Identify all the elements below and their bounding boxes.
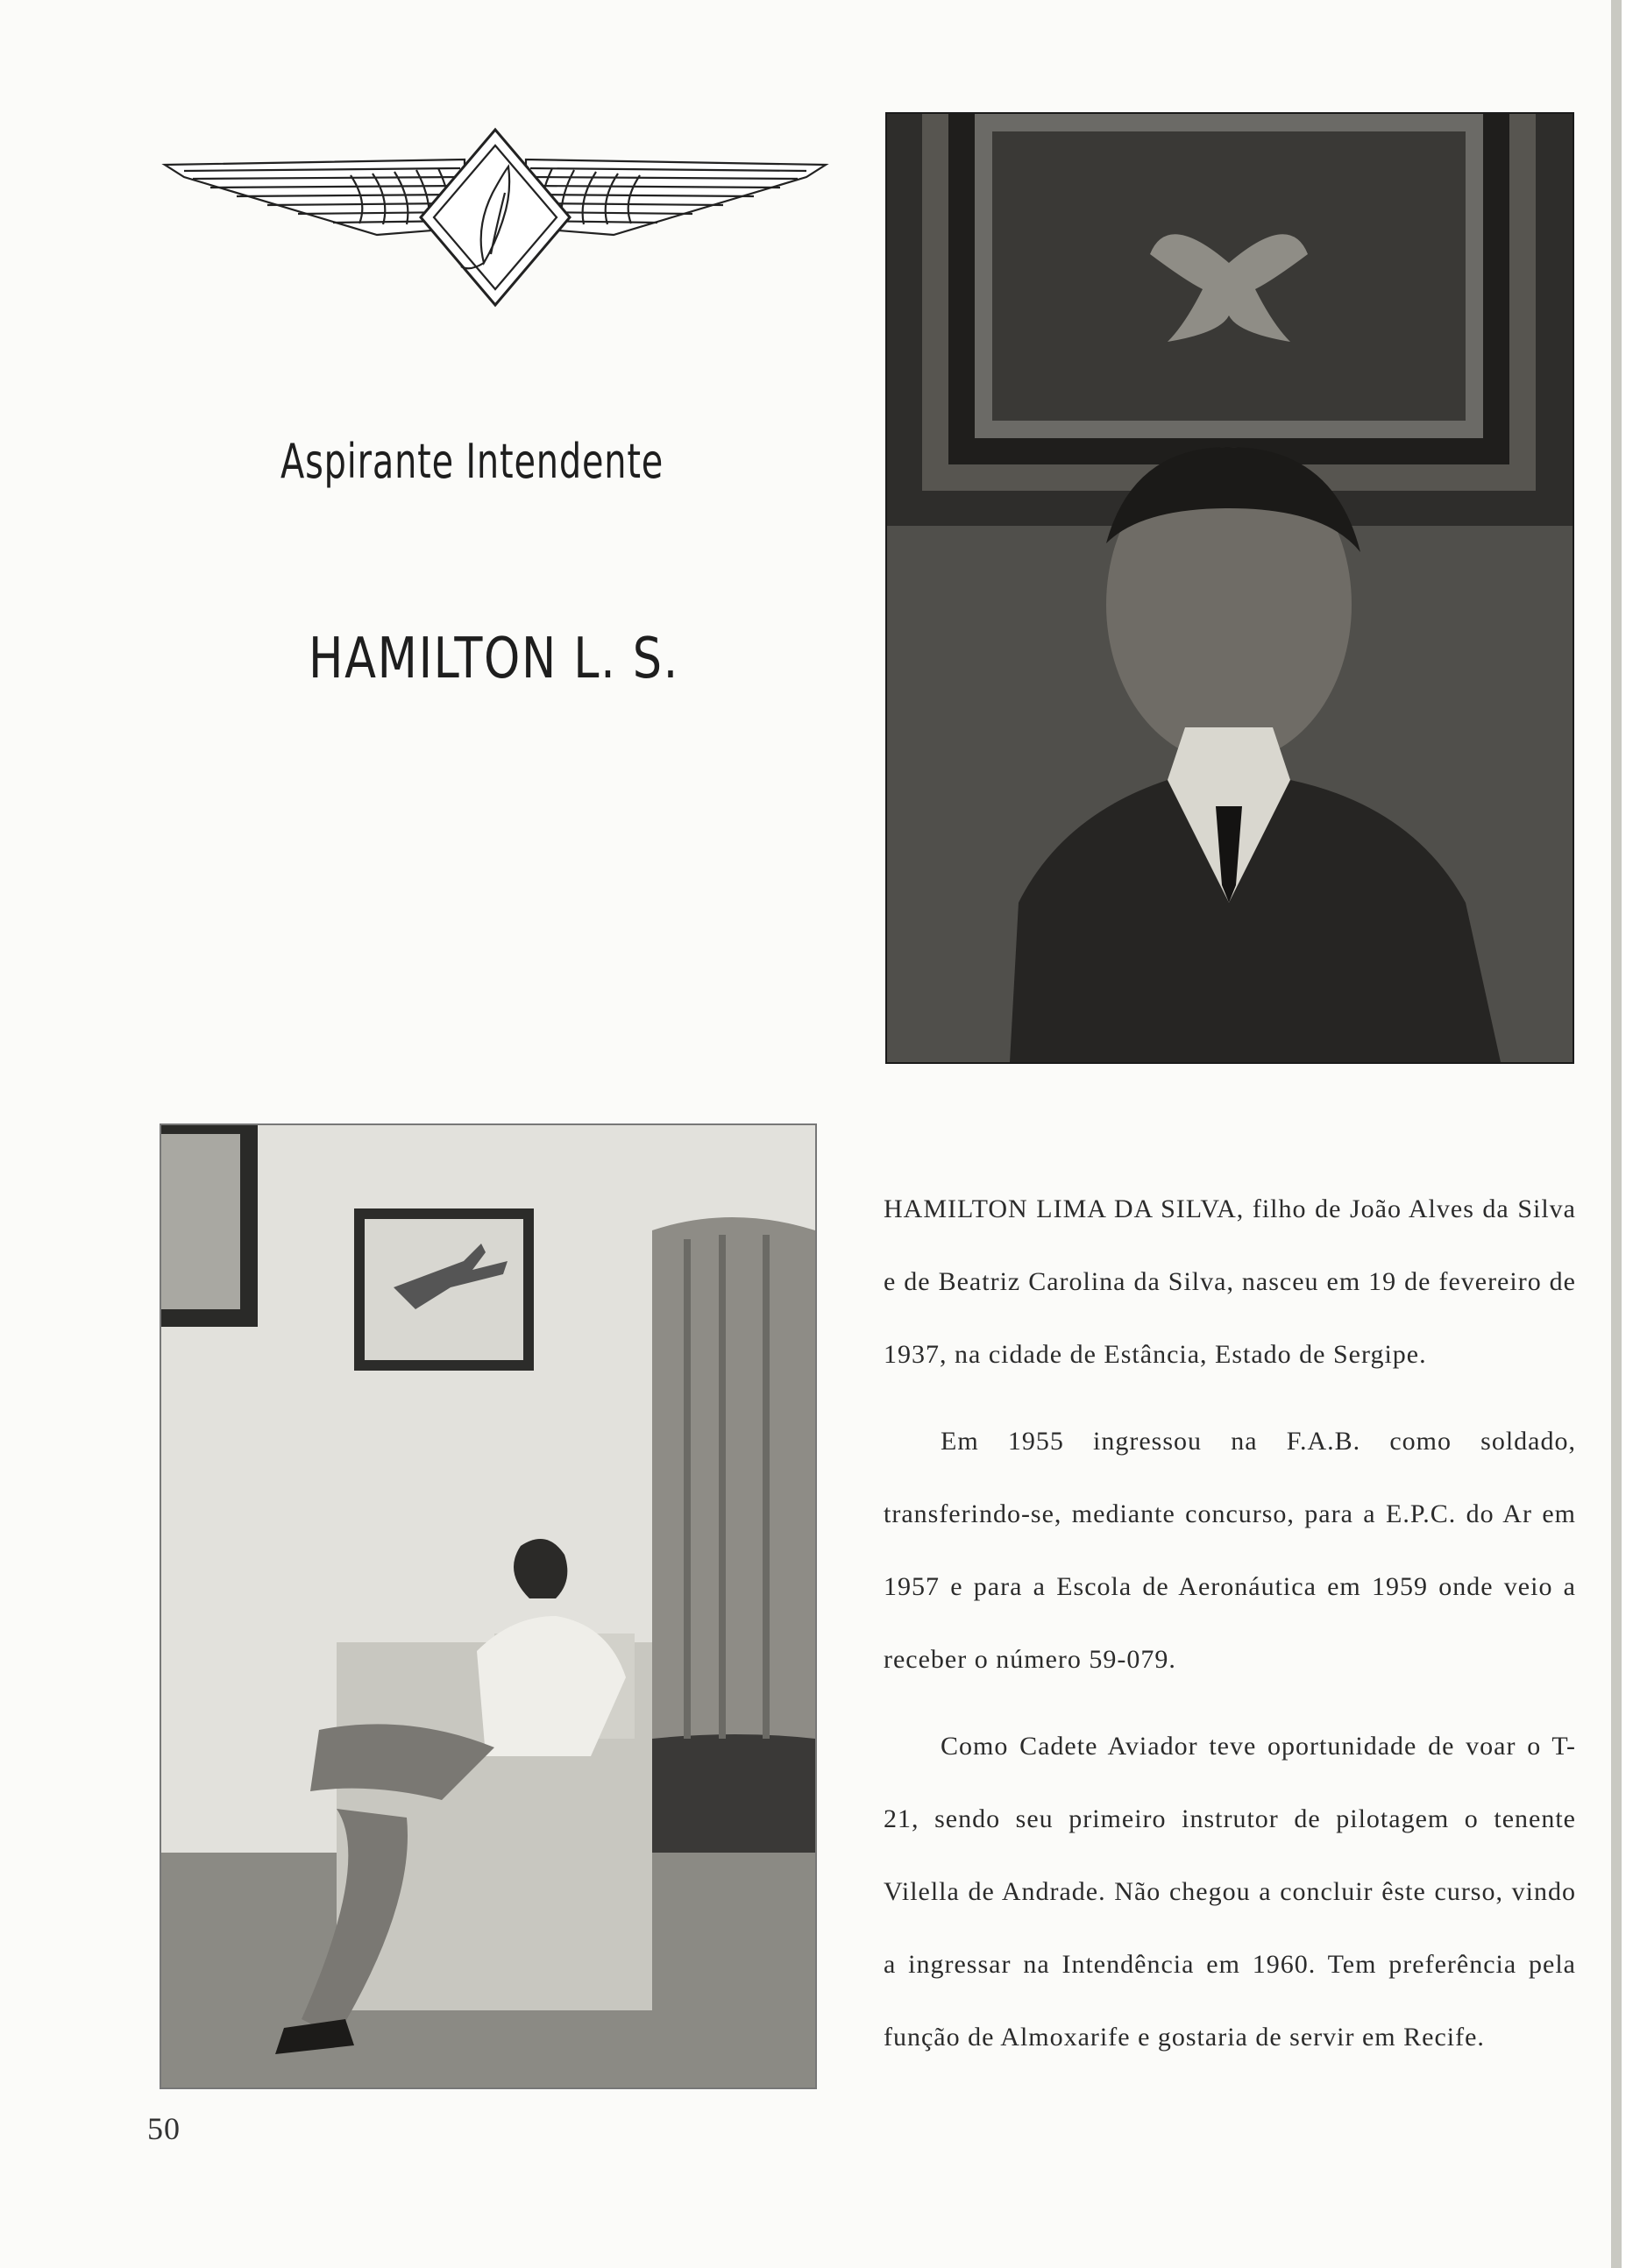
biography-paragraph-3: Como Cadete Aviador teve oportunidade de voar o T-21, sendo seu primeiro instrutor de pilotagem o tenente Vilella de Andrade. Não chegou a concluir êste curso, vindo a ingressar na Intendência em 1960. Tem preferência pela função de Almoxarife e gostaria de servir em Recife. bbox=[884, 1732, 1576, 2052]
candid-photo bbox=[160, 1123, 817, 2089]
biography-paragraph-1: HAMILTON LIMA DA SILVA, filho de João Alves da Silva e de Beatriz Carolina da Silva, nasceu em 19 de fevereiro de 1937, na cidade de Estância, Estado de Sergipe. bbox=[884, 1194, 1576, 1369]
air-force-wings-insignia bbox=[158, 123, 833, 315]
portrait-photo bbox=[885, 112, 1574, 1064]
page-edge-shadow bbox=[1611, 0, 1622, 2268]
biography-text bbox=[884, 1173, 1576, 2073]
biography-paragraph-2: Em 1955 ingressou na F.A.B. como soldado, transferindo-se, mediante concurso, para a E.P.C. do Ar em 1957 e para a Escola de Aeronáutica em 1959 onde veio a receber o número 59-079. bbox=[884, 1427, 1576, 1674]
page-number: 50 bbox=[147, 2111, 181, 2146]
rank-title: Aspirante Intendente bbox=[280, 434, 664, 489]
cadet-name: HAMILTON L. S. bbox=[309, 627, 679, 691]
